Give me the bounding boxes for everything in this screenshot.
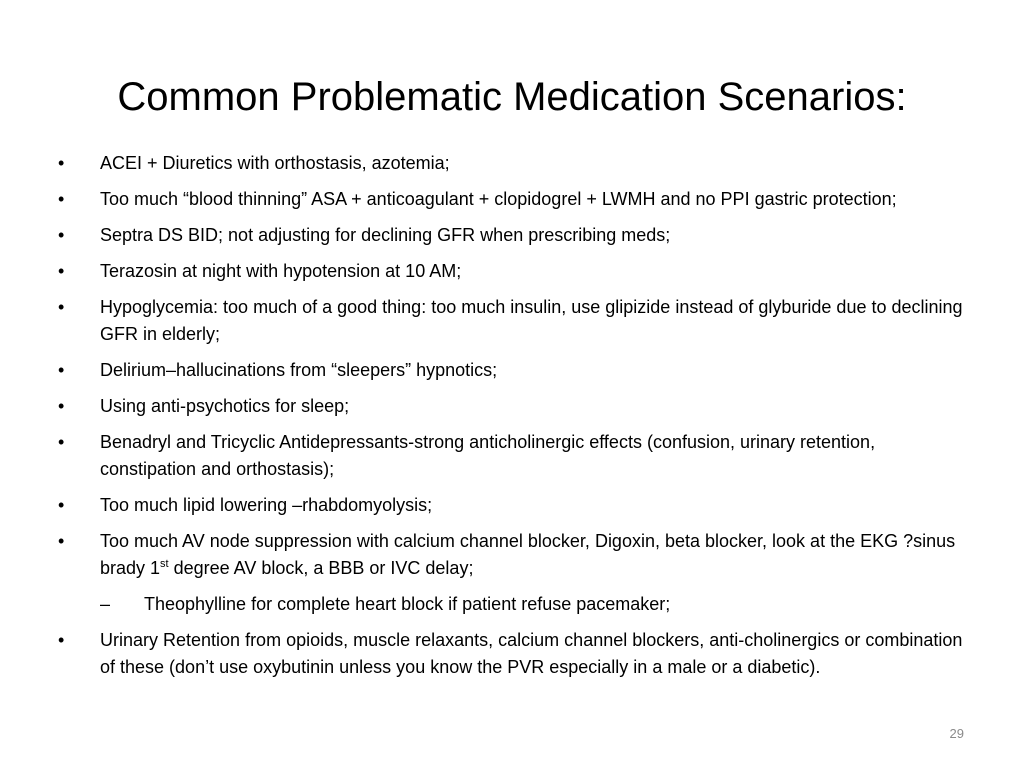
list-item-text: [100, 531, 955, 578]
bullet-icon: •: [58, 432, 65, 452]
list-item-text: ACEI + Diuretics with orthostasis, azotemia;: [100, 153, 450, 173]
list-item-text-part: Too much AV node suppression with calcium channel blocker, Digoxin, beta blocker, look at the EKG ?sinus brady 1: [100, 531, 956, 578]
bullet-icon: •: [58, 225, 65, 245]
list-item: [58, 429, 968, 483]
bullet-list: [58, 150, 968, 690]
bullet-icon: •: [58, 396, 65, 416]
bullet-icon: •: [58, 153, 65, 173]
list-item: [58, 186, 968, 213]
bullet-icon: •: [58, 297, 65, 317]
list-item-text: Using anti-psychotics for sleep;: [100, 396, 350, 416]
list-item-text: Delirium–hallucinations from “sleepers” hypnotics;: [100, 360, 498, 380]
bullet-icon: •: [58, 495, 65, 515]
bullet-icon: •: [58, 531, 65, 551]
list-item-text: Septra DS BID; not adjusting for declining GFR when prescribing meds;: [100, 225, 671, 245]
list-item-text: Too much lipid lowering –rhabdomyolysis;: [100, 495, 433, 515]
slide-title: Common Problematic Medication Scenarios:: [117, 75, 907, 119]
bullet-icon: •: [58, 261, 65, 281]
list-item-text-part: degree AV block, a BBB or IVC delay;: [168, 558, 474, 578]
list-item: [58, 393, 968, 420]
bullet-icon: •: [58, 360, 65, 380]
list-item-text: Hypoglycemia: too much of a good thing: too much insulin, use glipizide instead of glyburide due to declining GFR in elderly;: [100, 297, 963, 344]
sub-list-item: [58, 591, 968, 618]
dash-bullet-icon: –: [100, 594, 111, 614]
list-item: [58, 357, 968, 384]
list-item-text: Too much “blood thinning” ASA + anticoagulant + clopidogrel + LWMH and no PPI gastric protection;: [100, 189, 897, 209]
list-item: [58, 222, 968, 249]
list-item: [58, 294, 968, 348]
list-item-text: Terazosin at night with hypotension at 10 AM;: [100, 261, 462, 281]
list-item: [58, 258, 968, 285]
list-item: [58, 528, 968, 582]
bullet-icon: •: [58, 189, 65, 209]
list-item: [58, 150, 968, 177]
page-number: 29: [949, 726, 964, 741]
list-item-text: Benadryl and Tricyclic Antidepressants-strong anticholinergic effects (confusion, urinary retention, constipation and orthostasis);: [100, 432, 876, 479]
list-item-text: Theophylline for complete heart block if patient refuse pacemaker;: [144, 594, 671, 614]
list-item-text: Urinary Retention from opioids, muscle relaxants, calcium channel blockers, anti-cholinergics or combination of these (don’t use oxybutinin unless you know the PVR especially in a male or a diabetic).: [100, 630, 963, 677]
bullet-icon: •: [58, 630, 65, 650]
list-item: [58, 492, 968, 519]
list-item: [58, 627, 968, 681]
ordinal-superscript: st: [160, 558, 169, 570]
